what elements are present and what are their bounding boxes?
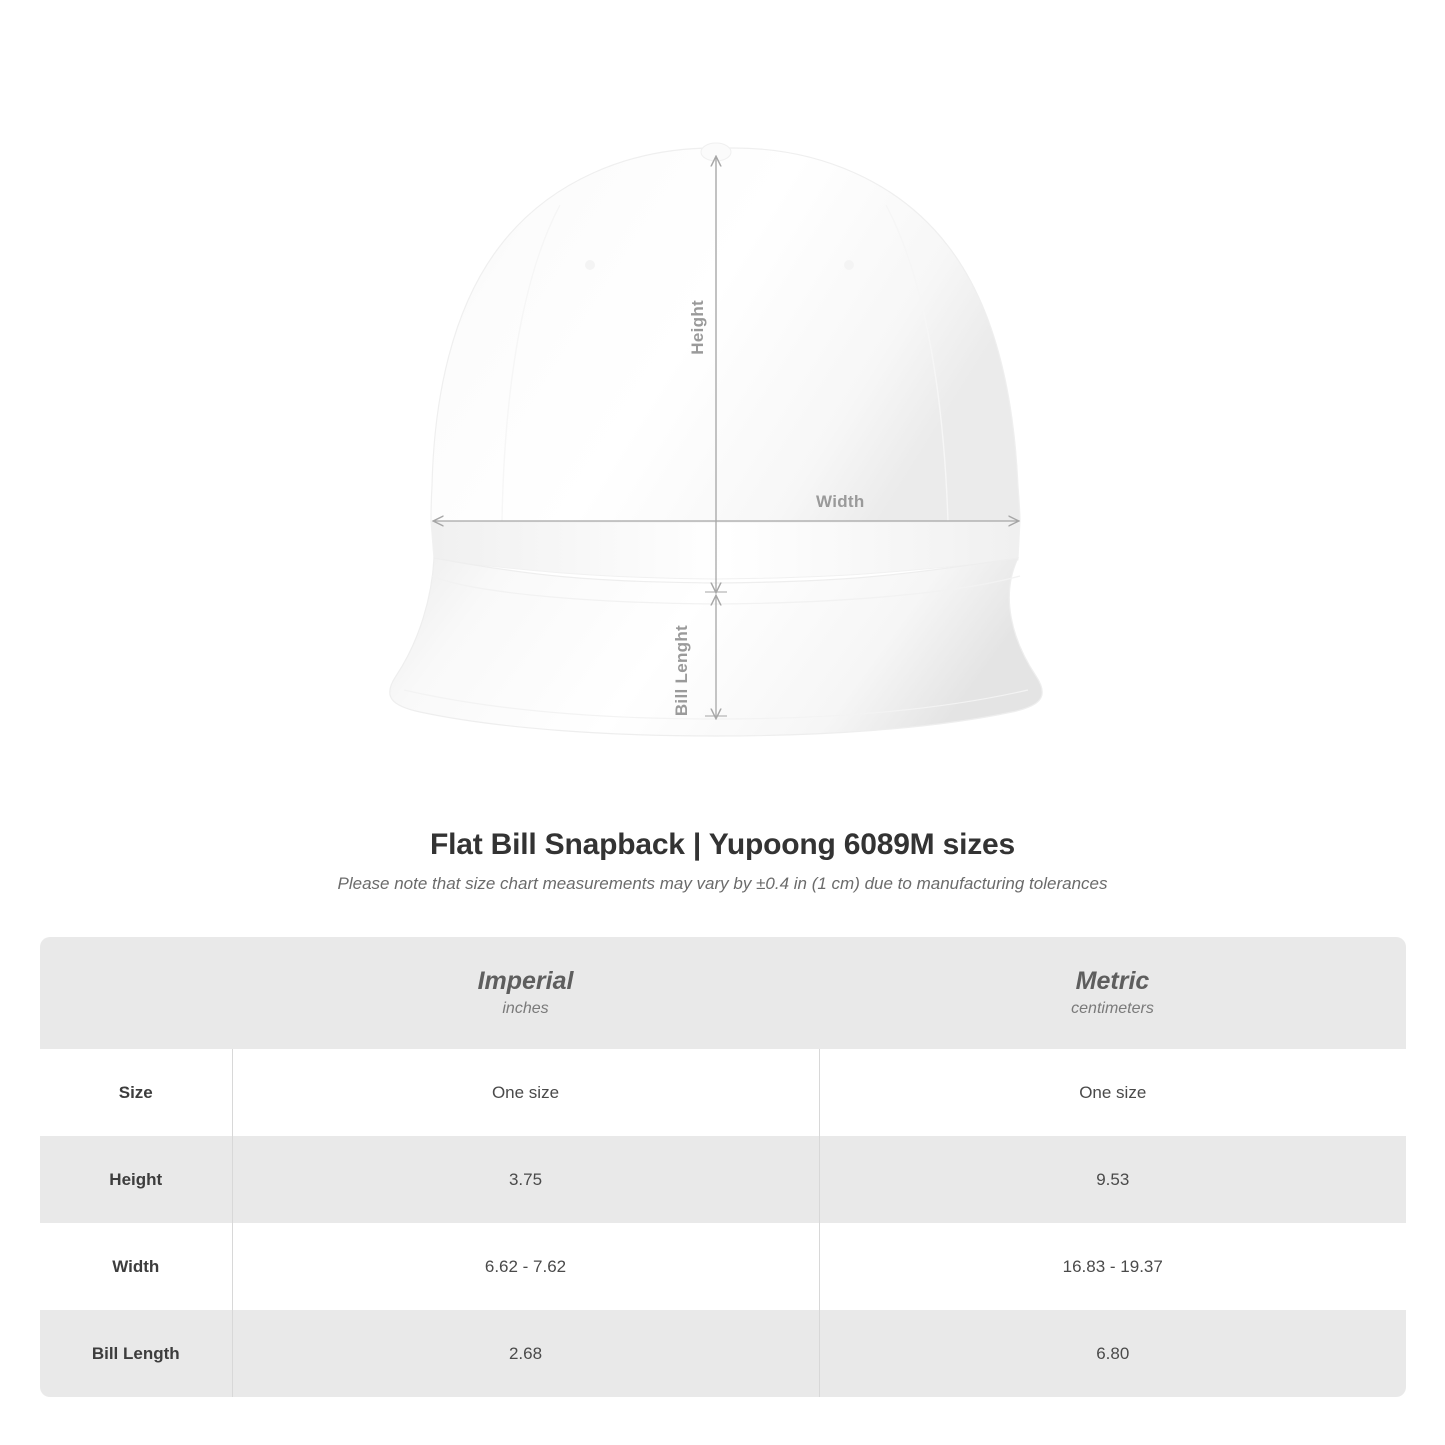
- row-bill-length-metric: 6.80: [819, 1310, 1406, 1397]
- row-label-bill-length: Bill Length: [40, 1310, 232, 1397]
- table-header-row: [40, 937, 1406, 1049]
- imperial-unit-name: Imperial: [477, 966, 574, 995]
- row-label-width: Width: [40, 1223, 232, 1310]
- bill-length-line2: Lenght: [672, 625, 691, 684]
- width-dimension-label: Width: [816, 492, 865, 511]
- title-block: [0, 828, 1445, 894]
- tolerance-note: Please note that size chart measurements may vary by ±0.4 in (1 cm) due to manufacturing tolerances: [337, 874, 1108, 893]
- metric-unit-name: Metric: [1075, 966, 1150, 995]
- page-title: Flat Bill Snapback | Yupoong 6089M sizes: [429, 828, 1015, 861]
- header-metric: [819, 937, 1406, 1049]
- table-row: [40, 1310, 1406, 1397]
- row-height-metric: 9.53: [819, 1136, 1406, 1223]
- table-row: [40, 1223, 1406, 1310]
- imperial-unit-sub: inches: [502, 1000, 549, 1018]
- header-imperial: [232, 937, 819, 1049]
- table-row: [40, 1136, 1406, 1223]
- row-bill-length-imperial: 2.68: [232, 1310, 819, 1397]
- size-table: [40, 937, 1406, 1397]
- row-size-metric: One size: [819, 1049, 1406, 1136]
- cap-crown: [431, 143, 1020, 522]
- metric-unit-sub: centimeters: [1071, 1000, 1154, 1018]
- height-dimension-label: Height: [688, 300, 707, 355]
- row-size-imperial: One size: [232, 1049, 819, 1136]
- row-label-size: Size: [40, 1049, 232, 1136]
- bill-length-line1: Bill: [672, 688, 691, 717]
- row-width-imperial: 6.62 - 7.62: [232, 1223, 819, 1310]
- bill-length-dimension-label: [672, 625, 732, 716]
- row-width-metric: 16.83 - 19.37: [819, 1223, 1406, 1310]
- row-height-imperial: 3.75: [232, 1136, 819, 1223]
- header-corner-cell: [40, 937, 232, 1049]
- table-row: [40, 1049, 1406, 1136]
- row-label-height: Height: [40, 1136, 232, 1223]
